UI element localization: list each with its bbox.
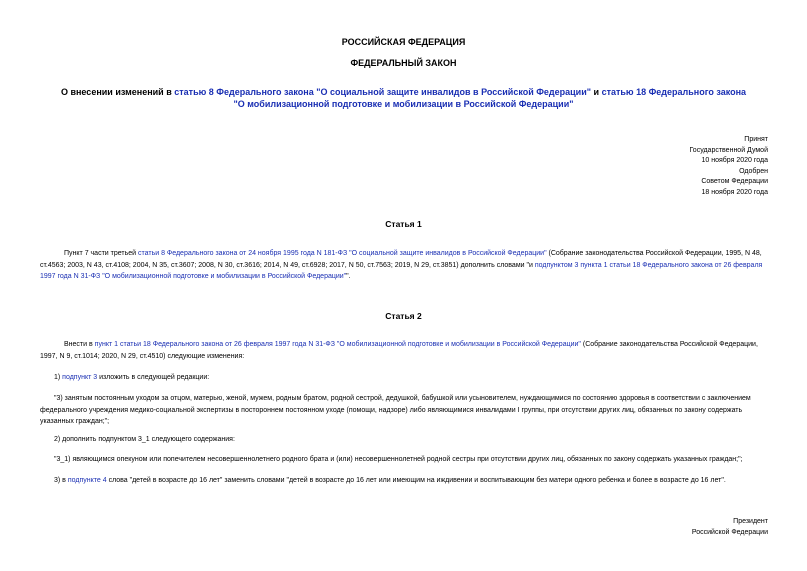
article-2-item-3 bbox=[54, 475, 770, 487]
article-1-text-part: (Собрание законодательства Российской Федерации, 1995, N 48, ст.4563; 2003, N 43, ст.4108; 2004, N 35, ст.3607; 2008, N 30, ст.3616; 2014, N 49, ст.6928; 2017, N 50, ст.7563; 2019, N 29, ст.3851) дополнить словами "и bbox=[40, 250, 762, 269]
article-2-heading: Статья 2 bbox=[385, 311, 422, 321]
item-1-link-subparagraph-3[interactable]: подпункт 3 bbox=[62, 374, 98, 381]
signature-org: Российской Федерации bbox=[691, 528, 768, 536]
article-1-heading: Статья 1 bbox=[385, 219, 422, 229]
title-link-article-18[interactable]: статью 18 Федерального закона "О мобилизационной подготовке и мобилизации в Российской Федерации" bbox=[233, 87, 747, 109]
adoption-line: Одобрен bbox=[739, 167, 768, 175]
item-1-part: 1) bbox=[54, 374, 63, 381]
article-1-text bbox=[40, 248, 770, 283]
article-1-link-31fz[interactable]: подпунктом 3 пункта 1 статьи 18 Федерального закона от 26 февраля 1997 года N 31-ФЗ "О мобилизационной подготовке и мобилизации в Российской Федерации" bbox=[40, 261, 763, 280]
title-link-article-8[interactable]: статью 8 Федерального закона "О социальной защите инвалидов в Российской Федерации" bbox=[174, 87, 592, 97]
item-3-part: 3) в bbox=[54, 477, 68, 484]
doc-type-heading: ФЕДЕРАЛЬНЫЙ ЗАКОН bbox=[350, 58, 457, 68]
adoption-block bbox=[568, 135, 768, 198]
article-2-quote-2: "3_1) являющимся опекуном или попечителем несовершеннолетнего родного брата и (или) несовершеннолетней родной сестры при отсутствии других лиц, обязанных по закону содержать указанных граждан;"; bbox=[54, 456, 743, 463]
adoption-line: 10 ноября 2020 года bbox=[701, 157, 768, 164]
item-1-part: изложить в следующей редакции: bbox=[97, 374, 210, 381]
article-2-intro bbox=[40, 339, 770, 362]
item-3-link-subparagraph-4[interactable]: подпункте 4 bbox=[67, 477, 107, 484]
article-2-item-2: 2) дополнить подпунктом 3_1 следующего содержания: bbox=[54, 436, 235, 443]
article-2-quote-1: "3) занятым постоянным уходом за отцом, матерью, женой, мужем, родным братом, родной сестрой, дедушкой, бабушкой или усыновителем, нуждающимися по состоянию здоровья в соответствии с заключением федерального учреждения медико-социальной экспертизы в постороннем постоянном уходе (помощи, надзоре) либо являющимися инвалидами I группы, при отсутствии других лиц, обязанных по закону содержать указанных граждан;"; bbox=[40, 395, 751, 425]
article-1-text-part: Пункт 7 части третьей bbox=[64, 250, 138, 257]
adoption-line: Принят bbox=[744, 136, 768, 143]
article-2-intro-part: Внести в bbox=[64, 341, 95, 348]
article-2-intro-part: (Собрание законодательства Российской Федерации, 1997, N 9, ст.1014; 2020, N 29, ст.4510) следующие изменения: bbox=[40, 341, 758, 360]
adoption-line: 18 ноября 2020 года bbox=[701, 188, 768, 196]
law-title bbox=[55, 86, 752, 110]
adoption-line: Государственной Думой bbox=[689, 146, 768, 154]
article-2-link-31fz[interactable]: пункт 1 статьи 18 Федерального закона от 26 февраля 1997 года N 31-ФЗ "О мобилизационной подготовке и мобилизации в Российской Федерации" bbox=[94, 341, 581, 348]
article-1-text-part: ". bbox=[346, 273, 351, 280]
item-3-part: слова "детей в возрасте до 16 лет" заменить словами "детей в возрасте до 16 лет или имеющим на иждивении и воспитывающим без матери одного ребенка и более в возрасте до 16 лет". bbox=[106, 477, 726, 484]
signature-block bbox=[568, 517, 768, 538]
country-heading: РОССИЙСКАЯ ФЕДЕРАЦИЯ bbox=[341, 37, 466, 47]
article-2-item-1 bbox=[54, 372, 770, 384]
title-middle: и bbox=[591, 87, 602, 97]
signature-title: Президент bbox=[733, 518, 768, 525]
adoption-line: Советом Федерации bbox=[701, 178, 768, 185]
article-1-link-181fz[interactable]: статьи 8 Федерального закона от 24 ноября 1995 года N 181-ФЗ "О социальной защите инвалидов в Российской Федерации" bbox=[138, 250, 547, 257]
title-prefix: О внесении изменений в bbox=[60, 87, 175, 97]
